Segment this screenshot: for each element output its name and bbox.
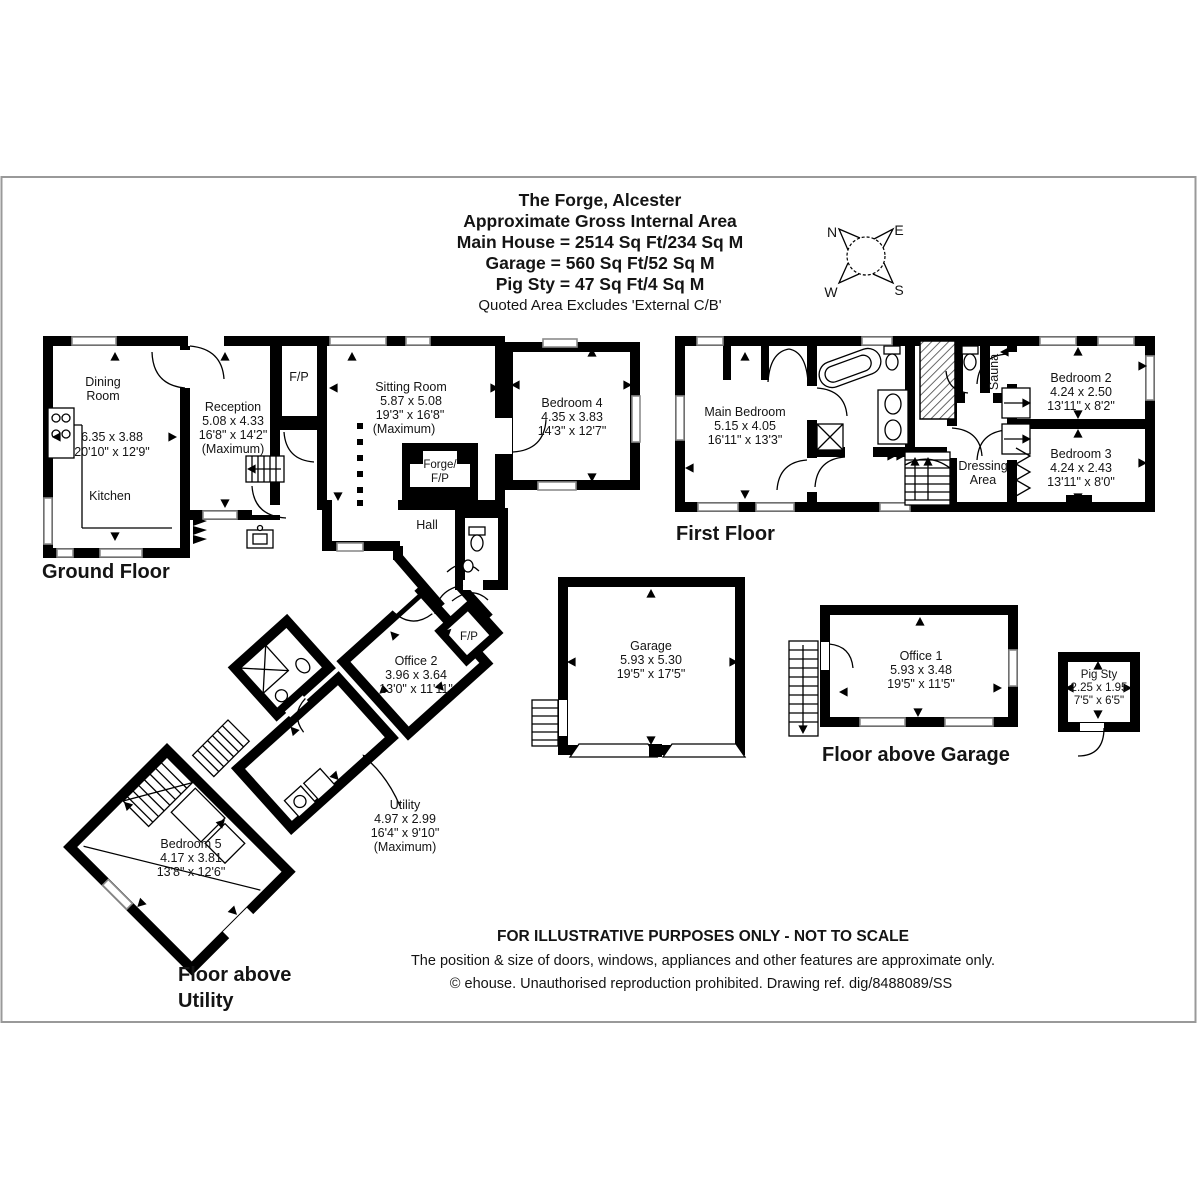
- bedroom4-metric: 4.35 x 3.83: [541, 410, 603, 424]
- basin-icon: [463, 560, 473, 572]
- footer-disclaimer: [411, 928, 995, 992]
- bedroom5-label: Bedroom 5: [160, 837, 222, 851]
- stairs-icon: [246, 456, 284, 482]
- compass-e: E: [894, 222, 904, 238]
- hatch-chimney: [920, 341, 955, 419]
- compass-n: N: [826, 224, 838, 240]
- utility-note: (Maximum): [373, 840, 437, 854]
- dining-imperial: 20'10" x 12'9": [74, 445, 150, 459]
- office1-imperial: 19'5" x 11'5": [887, 677, 955, 691]
- office1-label: Office 1: [899, 649, 943, 663]
- sitting-room-label: Sitting Room: [375, 380, 447, 394]
- office1-metric: 5.93 x 3.48: [890, 663, 952, 677]
- floor-above-garage-heading: Floor above Garage: [822, 744, 1010, 766]
- bedroom2-label: Bedroom 2: [1050, 371, 1112, 385]
- shower-icon: [817, 424, 843, 450]
- bedroom4-imperial: 14'3" x 12'7": [537, 424, 607, 438]
- ground-floor-heading: Ground Floor: [42, 561, 170, 583]
- office1-door-gap: [821, 642, 829, 670]
- fireplace-label: F/P: [289, 370, 309, 384]
- dining-metric: 6.35 x 3.88: [81, 430, 143, 444]
- pigsty-door-gap: [1080, 723, 1104, 731]
- title-subtitle: Approximate Gross Internal Area: [463, 211, 737, 231]
- hall-label: Hall: [416, 518, 438, 532]
- utility-metric: 4.97 x 2.99: [374, 812, 436, 826]
- footer-line1: FOR ILLUSTRATIVE PURPOSES ONLY - NOT TO SCALE: [497, 928, 909, 945]
- dining-room-label: Dining: [85, 375, 121, 389]
- bedroom3-imperial: 13'11" x 8'0": [1047, 475, 1115, 489]
- footer-line2: The position & size of doors, windows, appliances and other features are approximate only.: [410, 953, 996, 969]
- toilet-icon: [469, 527, 485, 551]
- bedroom4-label: Bedroom 4: [541, 396, 603, 410]
- reception-imperial: 16'8" x 14'2": [198, 428, 268, 442]
- office2-label: Office 2: [394, 654, 438, 668]
- forge-label: Forge/: [423, 459, 457, 471]
- page-title: The Forge, Alcester: [518, 190, 682, 210]
- kitchen-label: Kitchen: [89, 489, 131, 503]
- dining-room-label2: Room: [86, 389, 120, 403]
- pigsty-label: Pig Sty: [1080, 669, 1118, 681]
- dressing-area-label2: Area: [969, 473, 997, 487]
- forge-label2: F/P: [431, 473, 449, 485]
- office2-metric: 3.96 x 3.64: [385, 668, 447, 682]
- title-main-house-area: Main House = 2514 Sq Ft/234 Sq M: [456, 232, 744, 252]
- title-note: Quoted Area Excludes 'External C/B': [478, 297, 722, 314]
- bedroom3-metric: 4.24 x 2.43: [1050, 461, 1112, 475]
- reception-label: Reception: [204, 400, 262, 414]
- toilet-icon: [884, 346, 900, 370]
- garage-imperial: 19'5" x 17'5": [616, 667, 686, 681]
- sitting-imperial: 19'3" x 16'8": [375, 408, 445, 422]
- office2-fireplace-label: F/P: [460, 631, 478, 643]
- bedroom3-label: Bedroom 3: [1050, 447, 1112, 461]
- main-bedroom-label: Main Bedroom: [704, 405, 786, 419]
- main-bedroom-metric: 5.15 x 4.05: [714, 419, 776, 433]
- stove-icon: [48, 408, 74, 458]
- first-floor-heading: First Floor: [676, 523, 775, 545]
- utility-label: Utility: [389, 798, 421, 812]
- office2-imperial: 13'0" x 11'11": [379, 682, 453, 696]
- toilet-icon: [962, 346, 978, 370]
- sitting-note: (Maximum): [372, 422, 436, 436]
- garage-door-icon: [570, 744, 745, 757]
- garage-metric: 5.93 x 5.30: [620, 653, 682, 667]
- utility-imperial: 16'4" x 9'10": [370, 826, 440, 840]
- main-bedroom-imperial: 16'11" x 13'3": [707, 433, 783, 447]
- garage-side-door-gap: [559, 700, 567, 736]
- sitting-metric: 5.87 x 5.08: [380, 394, 442, 408]
- garage-label: Garage: [630, 639, 672, 653]
- footer-line3: © ehouse. Unauthorised reproduction prohibited. Drawing ref. dig/8488089/SS: [449, 976, 953, 992]
- vanity-basins-icon: [878, 390, 908, 444]
- bedroom5-metric: 4.17 x 3.81: [160, 851, 222, 865]
- reception-note: (Maximum): [201, 442, 265, 456]
- title-garage-area: Garage = 560 Sq Ft/52 Sq M: [485, 253, 715, 273]
- floor-above-utility-heading2: Utility: [178, 990, 234, 1012]
- floor-above-utility-heading: Floor above: [178, 964, 292, 986]
- bedroom5-imperial: 13'8" x 12'6": [156, 865, 226, 879]
- reception-metric: 5.08 x 4.33: [202, 414, 264, 428]
- compass-s: S: [894, 282, 904, 298]
- pigsty-metric: 2.25 x 1.95: [1070, 682, 1128, 694]
- title-pigsty-area: Pig Sty = 47 Sq Ft/4 Sq M: [495, 274, 705, 294]
- garage-plan: [532, 582, 745, 757]
- sauna-label: Sauna: [987, 353, 1001, 391]
- pigsty-imperial: 7'5" x 6'5": [1073, 695, 1125, 707]
- bedroom2-imperial: 13'11" x 8'2": [1047, 399, 1115, 413]
- compass-w: W: [824, 284, 838, 300]
- stairs-icon: [532, 700, 558, 746]
- stairs-icon: [789, 641, 818, 736]
- bedroom2-metric: 4.24 x 2.50: [1050, 385, 1112, 399]
- dressing-area-label: Dressing: [958, 459, 1008, 473]
